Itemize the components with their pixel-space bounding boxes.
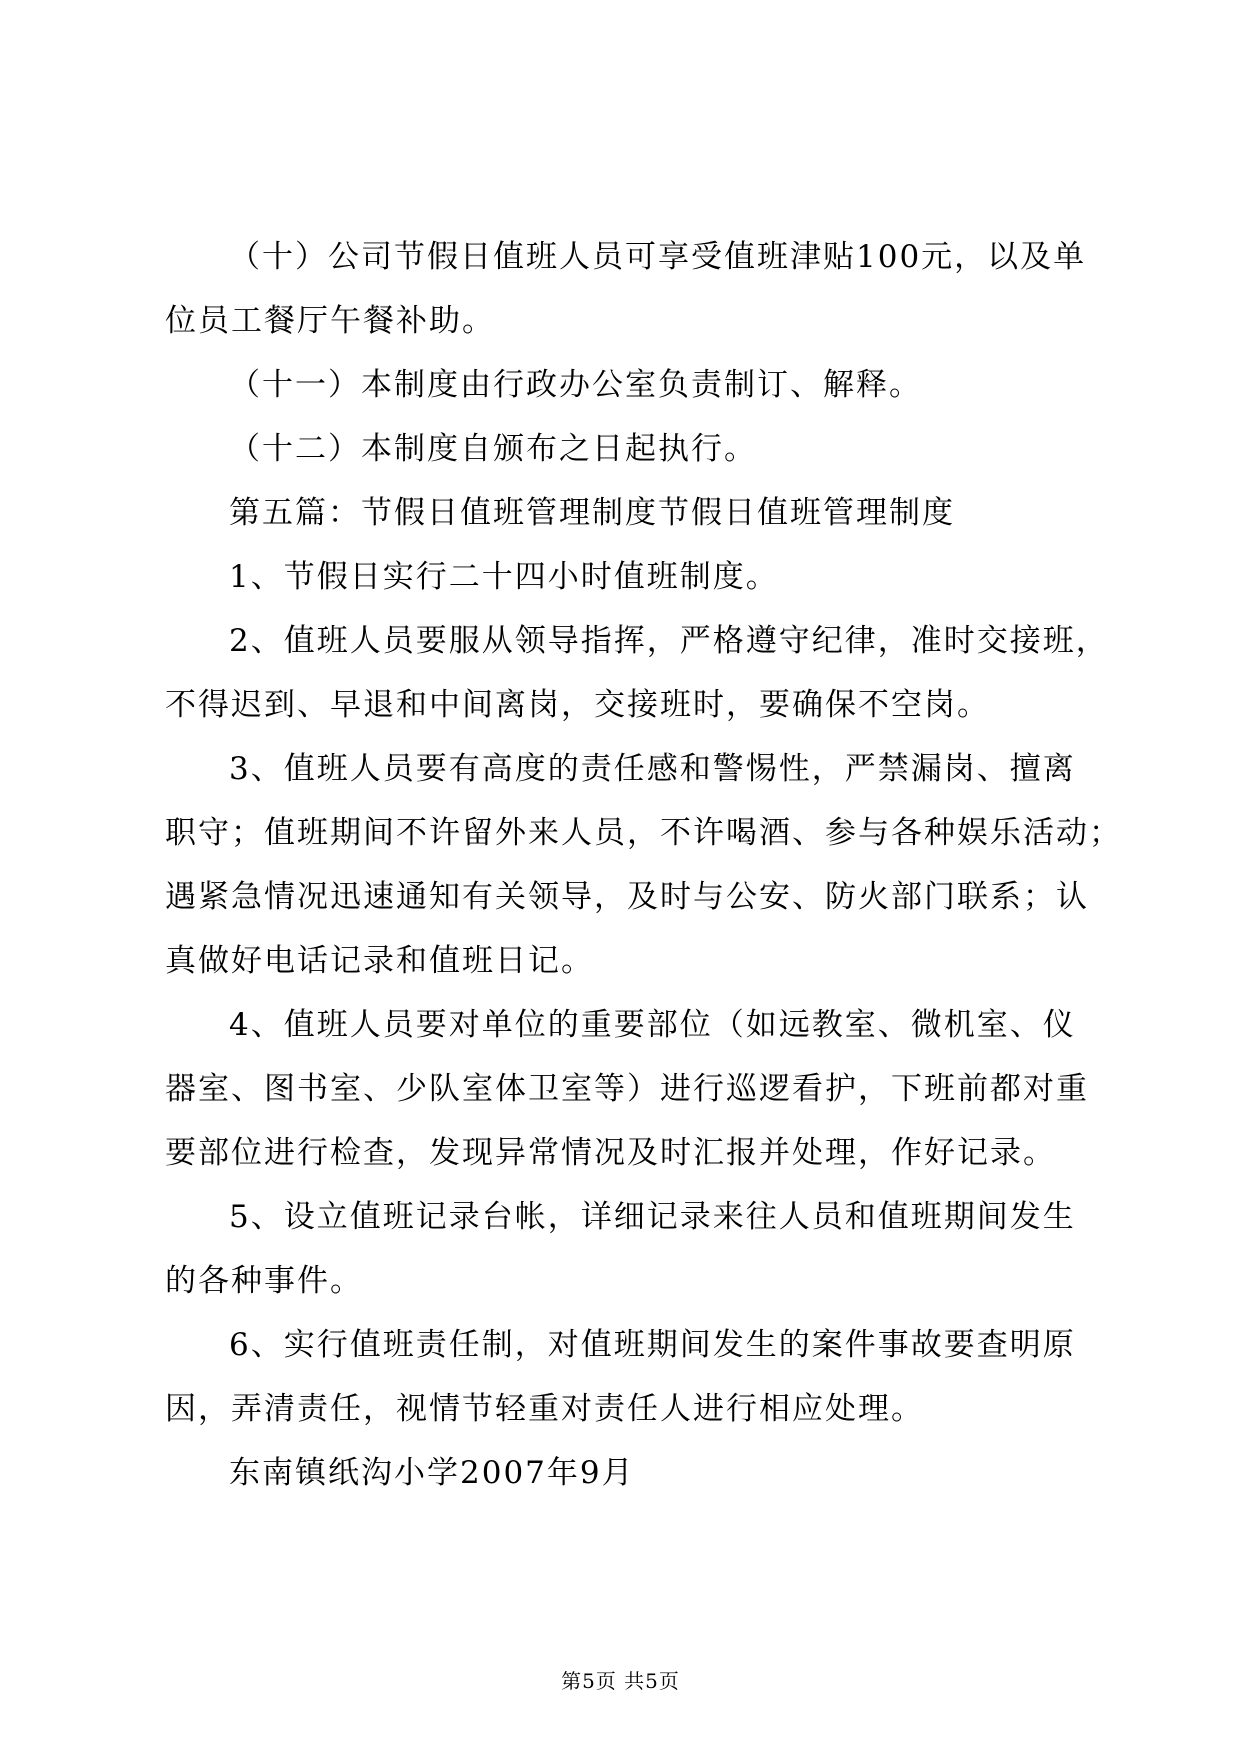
item-3-line-3: 遇紧急情况迅速通知有关领导，及时与公安、防火部门联系；认 (165, 879, 1089, 915)
page-number-footer: 第5页 共5页 (561, 1669, 680, 1693)
item-4-line-3: 要部位进行检查，发现异常情况及时汇报并处理，作好记录。 (165, 1135, 1056, 1171)
item-4-line-1: 4、值班人员要对单位的重要部位（如远教室、微机室、仪 (229, 1007, 1076, 1043)
section-heading: 第五篇：节假日值班管理制度节假日值班管理制度 (229, 495, 955, 531)
document-body (165, 225, 1122, 1505)
paragraph-10-line-1: （十）公司节假日值班人员可享受值班津贴100元，以及单 (229, 239, 1087, 275)
paragraph-12: （十二）本制度自颁布之日起执行。 (229, 431, 757, 467)
item-1: 1、节假日实行二十四小时值班制度。 (229, 559, 779, 595)
signature-line: 东南镇纸沟小学2007年9月 (229, 1455, 635, 1491)
item-2-line-2: 不得迟到、早退和中间离岗，交接班时，要确保不空岗。 (165, 687, 990, 723)
item-3-line-2: 职守；值班期间不许留外来人员，不许喝酒、参与各种娱乐活动； (165, 815, 1122, 851)
item-5-line-2: 的各种事件。 (165, 1263, 363, 1299)
item-6-line-2: 因，弄清责任，视情节轻重对责任人进行相应处理。 (165, 1391, 924, 1427)
item-5-line-1: 5、设立值班记录台帐，详细记录来往人员和值班期间发生 (229, 1199, 1076, 1235)
paragraph-10-line-2: 位员工餐厅午餐补助。 (165, 303, 495, 339)
item-4-line-2: 器室、图书室、少队室体卫室等）进行巡逻看护，下班前都对重 (165, 1071, 1089, 1107)
item-3-line-4: 真做好电话记录和值班日记。 (165, 943, 594, 979)
item-3-line-1: 3、值班人员要有高度的责任感和警惕性，严禁漏岗、擅离 (229, 751, 1076, 787)
paragraph-11: （十一）本制度由行政办公室负责制订、解释。 (229, 367, 922, 403)
item-2-line-1: 2、值班人员要服从领导指挥，严格遵守纪律，准时交接班， (229, 623, 1109, 659)
item-6-line-1: 6、实行值班责任制，对值班期间发生的案件事故要查明原 (229, 1327, 1076, 1363)
